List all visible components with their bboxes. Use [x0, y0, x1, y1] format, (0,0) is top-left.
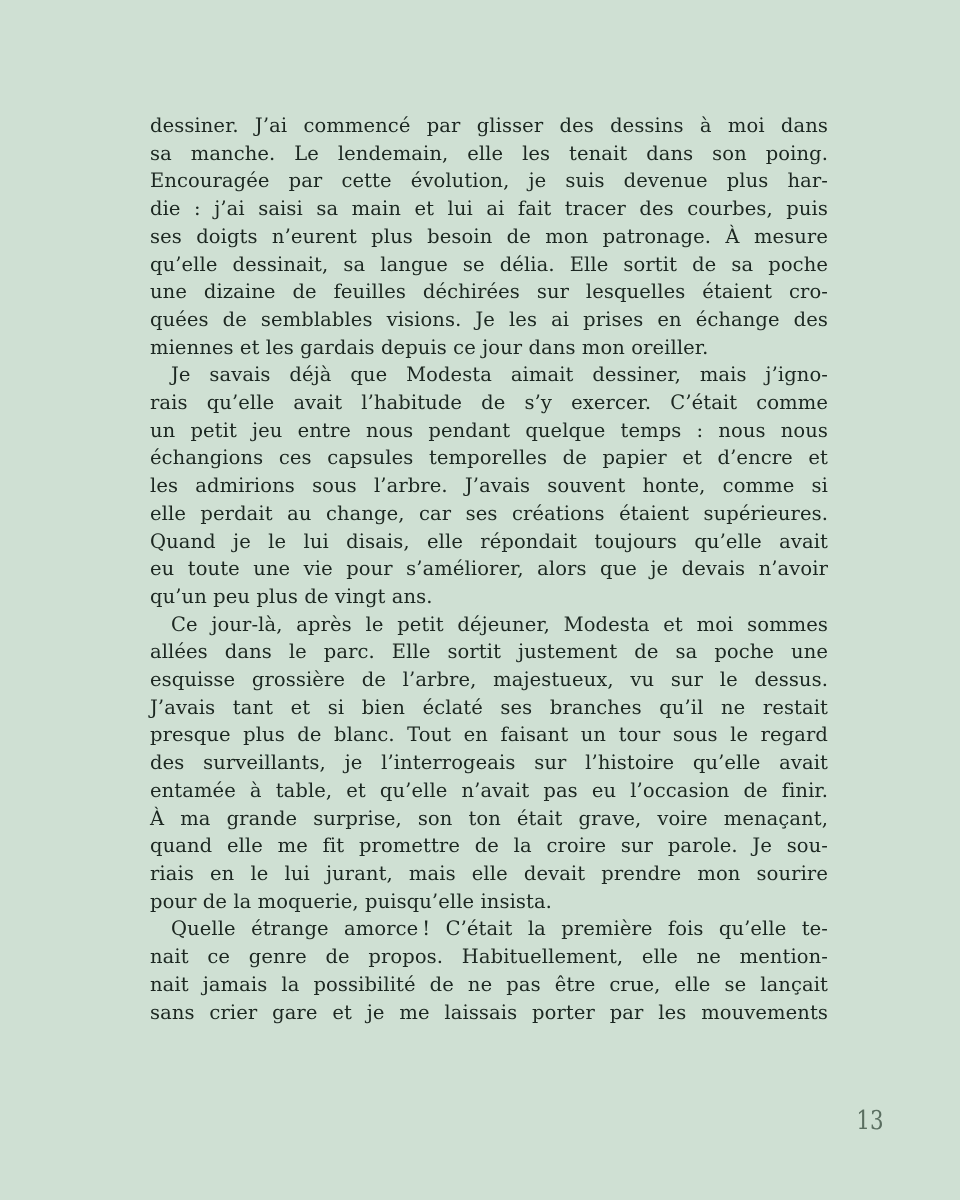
text-line: Quand je le lui disais, elle répondait toujours qu’elle avait: [150, 529, 828, 553]
text-line: Ce jour-là, après le petit déjeuner, Modesta et moi sommes: [171, 612, 828, 636]
text-line: des surveillants, je l’interrogeais sur l’histoire qu’elle avait: [150, 751, 828, 775]
paragraph: [150, 611, 828, 916]
text-line: À ma grande surprise, son ton était grave, voire menaçant,: [150, 806, 828, 830]
text-line: les admirions sous l’arbre. J’avais souvent honte, comme si: [150, 474, 828, 498]
text-block: [150, 112, 828, 1026]
page-number: 13: [856, 1106, 884, 1136]
text-line: échangions ces capsules temporelles de papier et d’encre et: [150, 446, 828, 470]
text-line: riais en le lui jurant, mais elle devait prendre mon sourire: [150, 861, 828, 885]
text-line: ses doigts n’eurent plus besoin de mon patronage. À mesure: [150, 224, 828, 248]
text-line: quand elle me fit promettre de la croire sur parole. Je sou-: [150, 834, 828, 858]
text-line: elle perdait au change, car ses créations étaient supérieures.: [150, 501, 828, 525]
text-line: nait jamais la possibilité de ne pas être crue, elle se lançait: [150, 972, 828, 996]
text-line: eu toute une vie pour s’améliorer, alors que je devais n’avoir: [150, 557, 828, 581]
text-line: J’avais tant et si bien éclaté ses branches qu’il ne restait: [150, 695, 828, 719]
text-line: sans crier gare et je me laissais porter par les mouvements: [150, 1000, 828, 1024]
text-line: miennes et les gardais depuis ce jour dans mon oreiller.: [150, 335, 709, 359]
text-line: qu’elle dessinait, sa langue se délia. Elle sortit de sa poche: [150, 252, 828, 276]
text-line: Encouragée par cette évolution, je suis devenue plus har-: [150, 169, 828, 193]
text-line: nait ce genre de propos. Habituellement, elle ne mention-: [150, 945, 828, 969]
text-line: dessiner. J’ai commencé par glisser des dessins à moi dans: [150, 114, 828, 137]
text-line: Quelle étrange amorce ! C’était la première fois qu’elle te-: [171, 917, 828, 941]
paragraph: [150, 915, 828, 1026]
text-line: sa manche. Le lendemain, elle les tenait dans son poing.: [150, 141, 828, 165]
text-line: esquisse grossière de l’arbre, majestueux, vu sur le dessus.: [150, 668, 828, 692]
text-line: pour de la moquerie, puisqu’elle insista.: [150, 889, 552, 913]
text-line: Je savais déjà que Modesta aimait dessiner, mais j’igno-: [171, 363, 828, 387]
text-line: allées dans le parc. Elle sortit justement de sa poche une: [150, 640, 828, 664]
paragraph: [150, 112, 828, 361]
text-line: quées de semblables visions. Je les ai prises en échange des: [150, 307, 828, 331]
paragraph: [150, 361, 828, 610]
text-line: qu’un peu plus de vingt ans.: [150, 584, 433, 608]
text-line: presque plus de blanc. Tout en faisant un tour sous le regard: [150, 723, 828, 747]
text-line: rais qu’elle avait l’habitude de s’y exercer. C’était comme: [150, 391, 828, 415]
text-line: entamée à table, et qu’elle n’avait pas eu l’occasion de finir.: [150, 778, 828, 802]
text-line: une dizaine de feuilles déchirées sur lesquelles étaient cro-: [150, 280, 828, 304]
text-line: un petit jeu entre nous pendant quelque temps : nous nous: [150, 418, 828, 442]
text-line: die : j’ai saisi sa main et lui ai fait tracer des courbes, puis: [150, 197, 828, 221]
